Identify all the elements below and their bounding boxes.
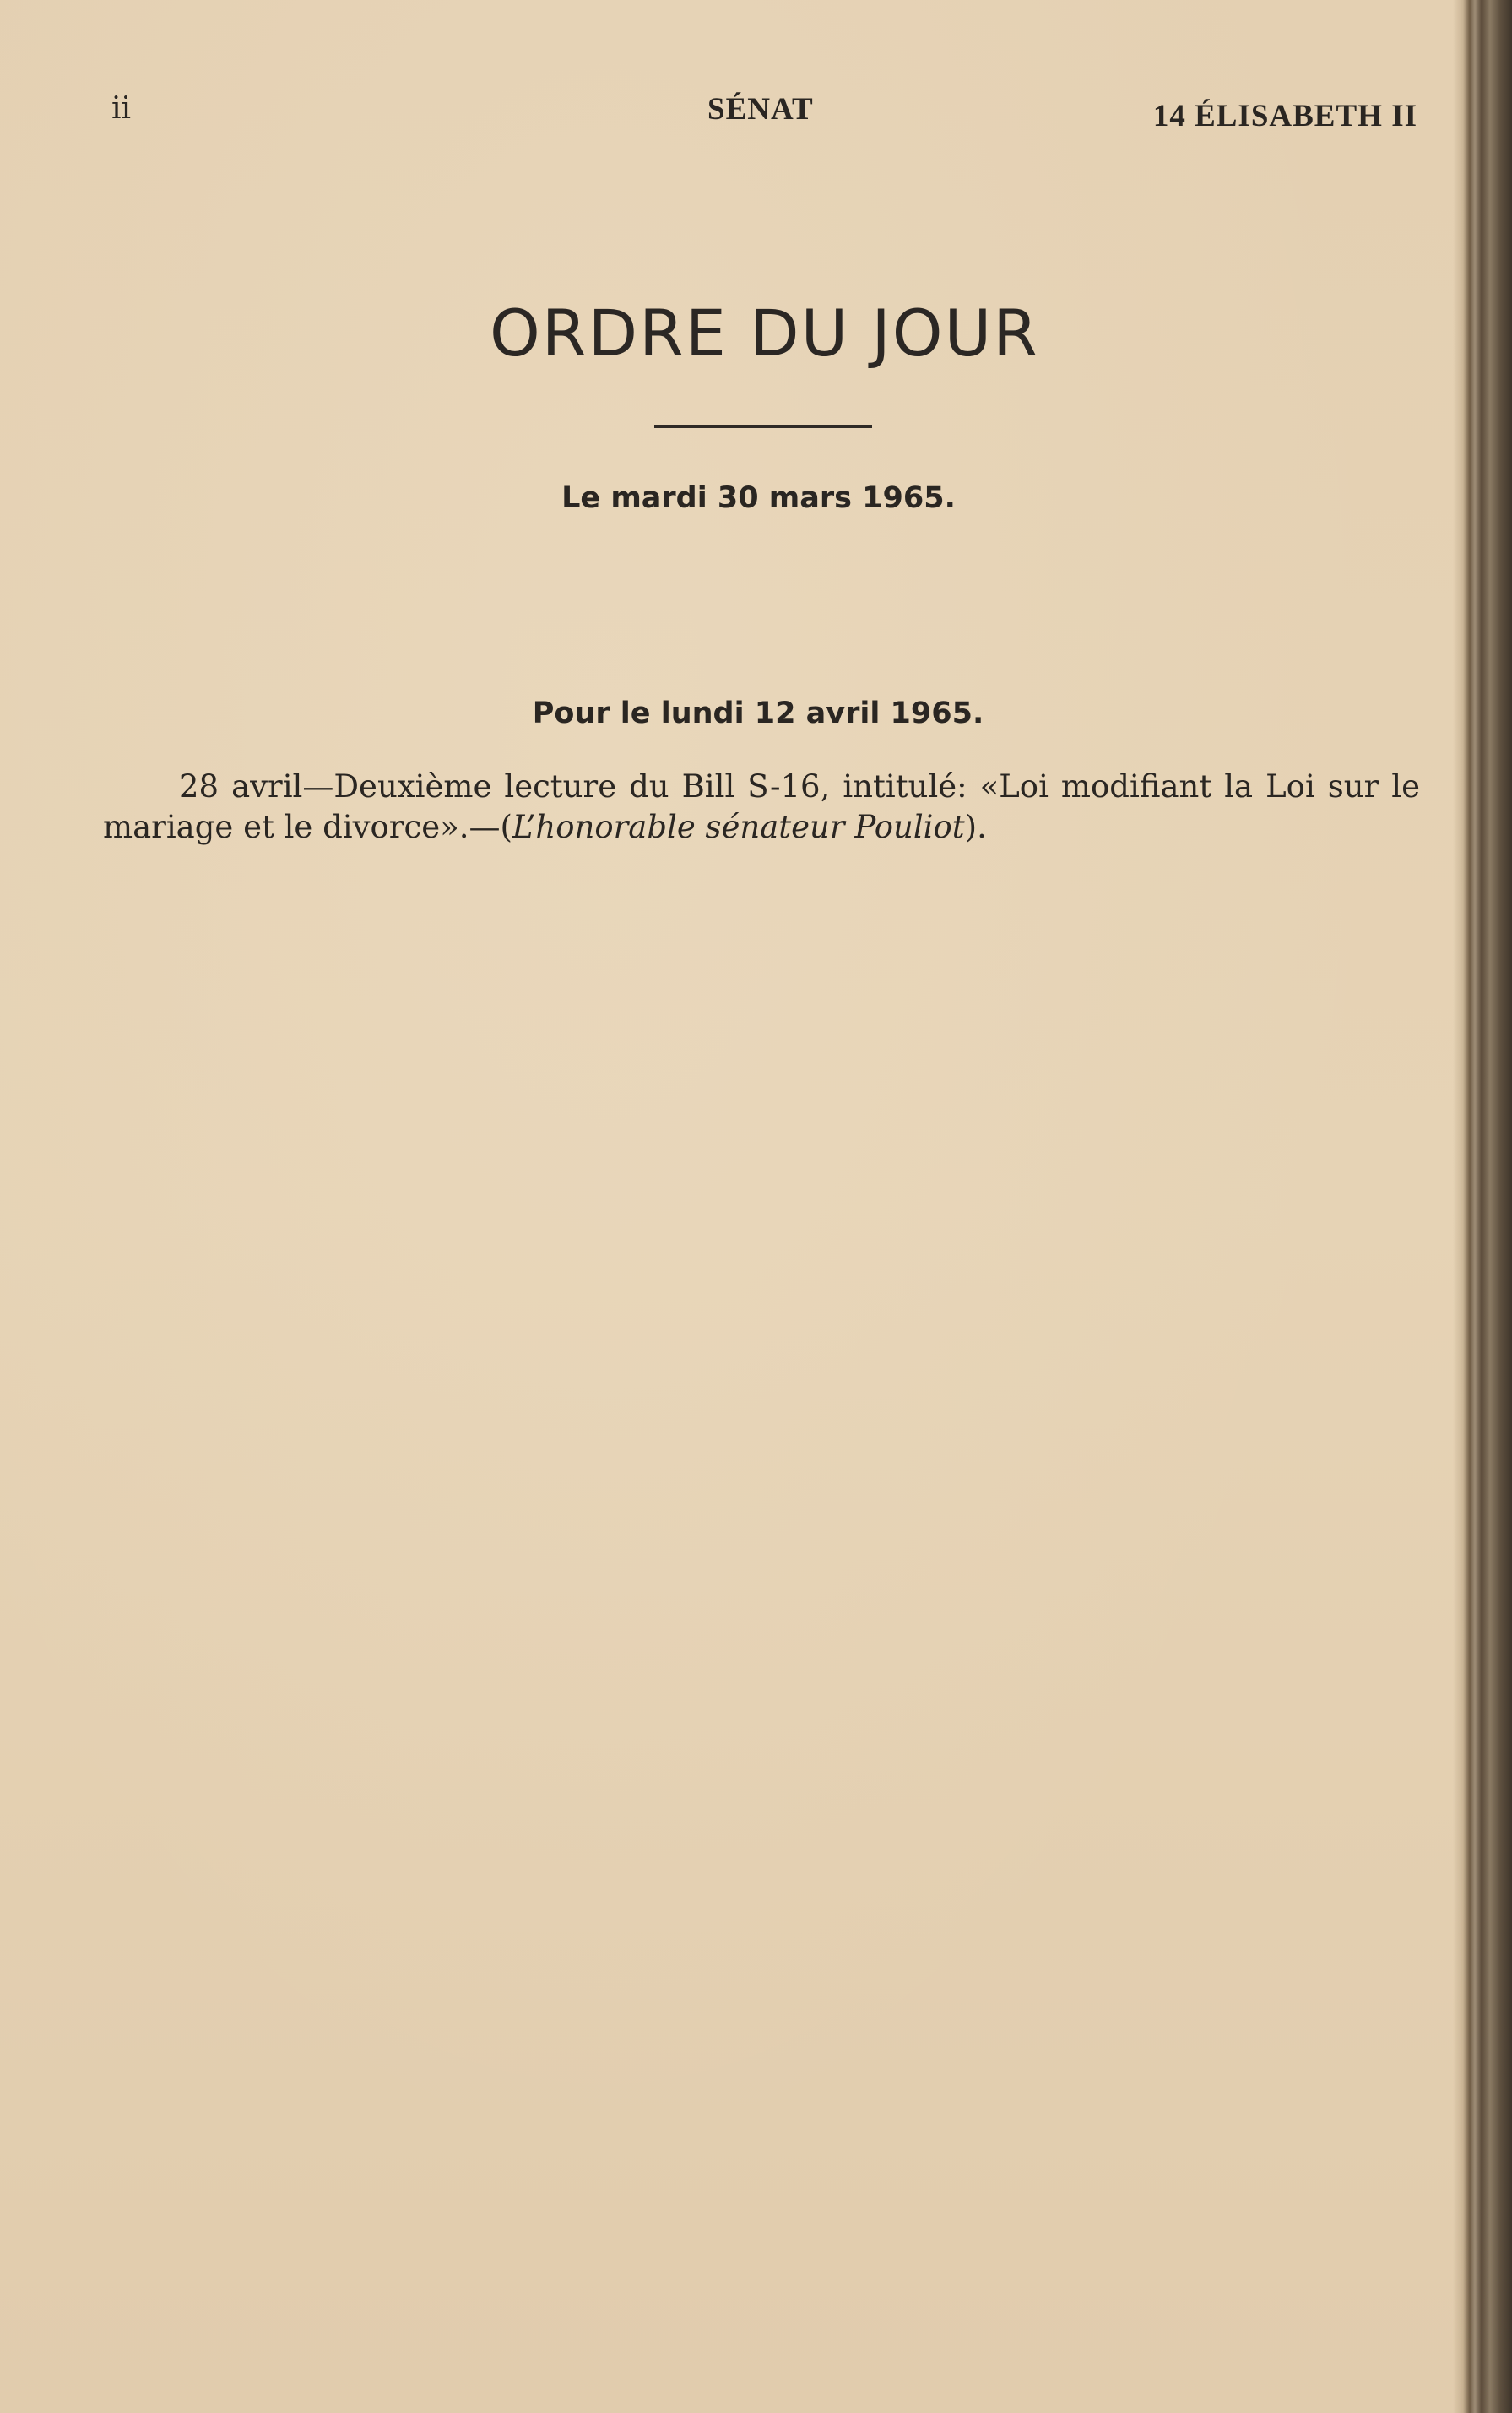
running-head-center: SÉNAT (707, 92, 814, 127)
binding-gutter (1453, 0, 1512, 2413)
agenda-item-text: 28 avril—Deuxième lecture du Bill S-16, intitulé: «Loi modifiant la Loi sur le mariage et le divorce».—( (103, 768, 1420, 845)
agenda-item-senator: L’honorable sénateur Pouliot (512, 809, 965, 845)
running-head-right: 14 ÉLISABETH II (1152, 99, 1417, 133)
running-head (0, 91, 1512, 142)
agenda-item-closing: ). (964, 809, 987, 845)
page-number: ii (111, 91, 132, 126)
section-heading: Pour le lundi 12 avril 1965. (532, 697, 984, 730)
title-rule (654, 425, 872, 428)
page-title: ORDRE DU JOUR (489, 296, 1040, 371)
agenda-item (103, 767, 1420, 848)
date-line: Le mardi 30 mars 1965. (561, 481, 956, 515)
